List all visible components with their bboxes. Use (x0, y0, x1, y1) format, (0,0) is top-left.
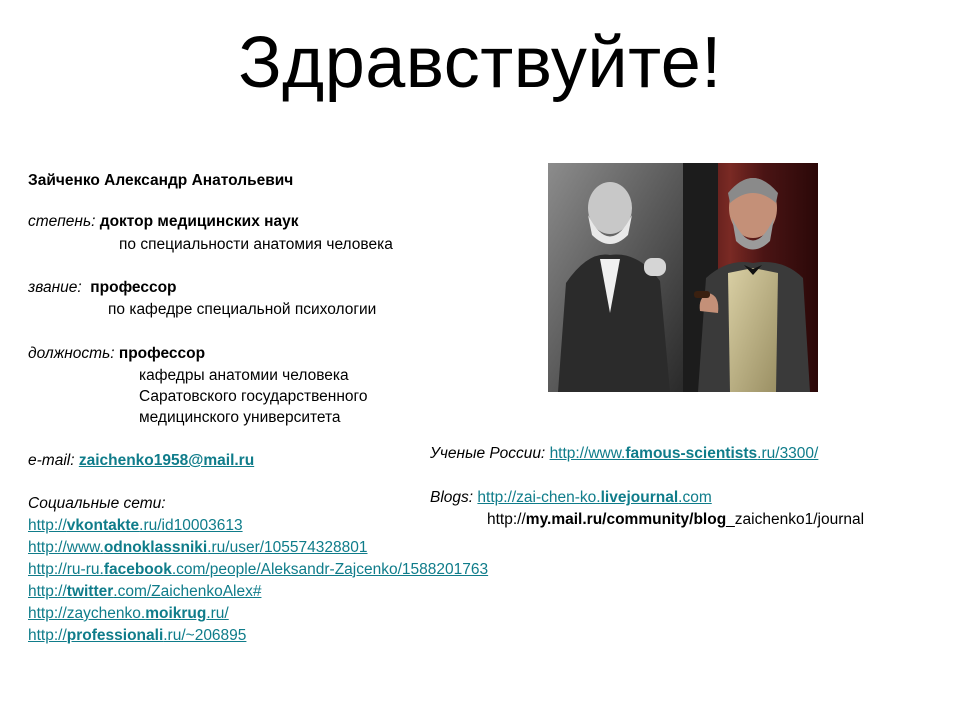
link-part-bold: professionali (66, 627, 164, 644)
link-part: .ru/id10003613 (139, 517, 243, 534)
rank-detail: по кафедре специальной психологии (108, 301, 377, 318)
portrait-photo-illustration (548, 163, 818, 392)
mailru-blog-line (487, 511, 864, 529)
link-part-bold: moikrug (145, 605, 207, 622)
social-link-odnoklassniki-row (28, 539, 368, 557)
social-link-professionali[interactable] (28, 627, 246, 644)
link-part: http://www. (549, 445, 626, 462)
portrait-photo (548, 163, 818, 392)
social-link-moikrug[interactable] (28, 605, 229, 622)
degree-detail: по специальности анатомия человека (119, 236, 393, 253)
link-part: http:// (487, 511, 526, 528)
social-link-odnoklassniki[interactable] (28, 539, 368, 556)
scientists-line (430, 445, 818, 463)
email-line (28, 452, 254, 470)
link-part-bold: vkontakte (66, 517, 140, 534)
position-line (28, 345, 205, 363)
social-link-twitter[interactable] (28, 583, 261, 600)
link-part-bold: livejournal (600, 489, 679, 506)
scientists-label: Ученые России: (430, 445, 546, 462)
social-link-twitter-row (28, 583, 261, 601)
position-detail-2: Саратовского государственного (139, 388, 368, 405)
famous-scientists-link[interactable] (550, 445, 819, 462)
email-link[interactable]: zaichenko1958@mail.ru (78, 452, 255, 469)
position-detail-3: медицинского университета (139, 409, 341, 426)
link-part: .ru/user/105574328801 (207, 539, 368, 556)
rank-line (28, 279, 177, 297)
link-part-bold: my.mail.ru/community/blog (525, 511, 727, 528)
position-value: профессор (114, 345, 206, 362)
social-link-facebook-row (28, 561, 488, 579)
link-part: http://zai-chen-ko. (477, 489, 601, 506)
rank-value: профессор (81, 279, 177, 296)
blogs-label: Blogs: (430, 489, 474, 506)
link-part-bold: odnoklassniki (103, 539, 208, 556)
link-part: http:// (28, 517, 67, 534)
link-part-bold: facebook (103, 561, 172, 578)
link-part: .com/people/Aleksandr-Zajcenko/1588201763 (171, 561, 489, 578)
person-name: Зайченко Александр Анатольевич (28, 172, 294, 189)
social-link-moikrug-row (28, 605, 229, 623)
position-label: должность: (28, 345, 115, 362)
link-part: http:// (28, 627, 67, 644)
link-part: .com (678, 489, 712, 506)
blogs-line (430, 489, 712, 507)
degree-label: степень: (28, 213, 96, 230)
mailru-blog-link[interactable] (487, 511, 864, 528)
social-link-professionali-row (28, 627, 246, 645)
degree-line (28, 213, 299, 231)
link-part: http:// (28, 583, 67, 600)
degree-value: доктор медицинских наук (95, 213, 299, 230)
social-link-facebook[interactable] (28, 561, 488, 578)
link-part-bold: famous-scientists (625, 445, 758, 462)
link-part: .com/ZaichenkoAlex# (113, 583, 262, 600)
email-label: e-mail: (28, 452, 75, 469)
livejournal-link[interactable] (477, 489, 711, 506)
rank-label: звание: (28, 279, 82, 296)
link-part: .ru/ (206, 605, 229, 622)
social-link-vkontakte-row (28, 517, 243, 535)
link-part: http://www. (28, 539, 104, 556)
link-part: http://zaychenko. (28, 605, 146, 622)
social-link-vkontakte[interactable] (28, 517, 243, 534)
slide-title: Здравствуйте! (238, 23, 722, 103)
link-part: .ru/~206895 (163, 627, 247, 644)
link-part: http://ru-ru. (28, 561, 104, 578)
position-detail-1: кафедры анатомии человека (139, 367, 349, 384)
link-part: .ru/3300/ (757, 445, 819, 462)
link-part-bold: twitter (66, 583, 114, 600)
link-part: _zaichenko1/journal (726, 511, 865, 528)
social-heading: Социальные сети: (28, 495, 166, 512)
